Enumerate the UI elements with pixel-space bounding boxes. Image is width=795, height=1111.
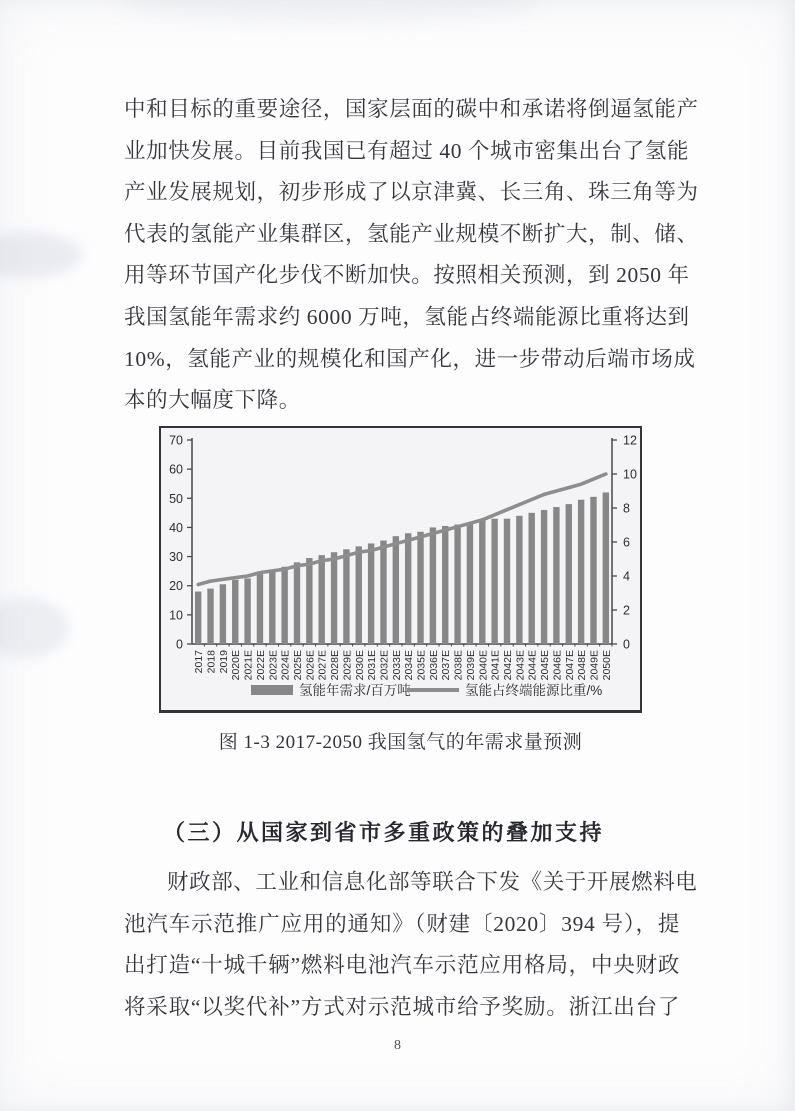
svg-text:2017: 2017 (193, 650, 206, 674)
body-paragraph-1 (124, 89, 699, 422)
svg-text:12: 12 (623, 433, 637, 448)
svg-text:2023E: 2023E (267, 650, 280, 681)
text-line: 产业发展规划，初步形成了以京津冀、长三角、珠三角等为 (124, 180, 699, 205)
body-paragraph-2 (124, 862, 698, 1028)
svg-text:2036E: 2036E (427, 650, 440, 681)
svg-text:2044E: 2044E (526, 650, 539, 681)
text-line: 财政部、工业和信息化部等联合下发《关于开展燃料电 (167, 870, 698, 894)
svg-text:10: 10 (169, 608, 183, 623)
svg-text:氢能年需求/百万吨: 氢能年需求/百万吨 (299, 683, 411, 698)
svg-text:2046E: 2046E (551, 650, 564, 681)
svg-text:2: 2 (623, 603, 630, 618)
figure-caption: 图 1-3 2017-2050 我国氢气的年需求量预测 (218, 732, 583, 753)
page-number: 8 (394, 1038, 401, 1053)
text-line: 中和目标的重要途径，国家层面的碳中和承诺将倒逼氢能产 (124, 97, 699, 121)
svg-text:2041E: 2041E (489, 650, 502, 681)
scan-artifact (0, 598, 70, 658)
svg-text:2022E: 2022E (254, 650, 267, 681)
svg-text:50: 50 (169, 491, 183, 506)
svg-text:2049E: 2049E (588, 650, 601, 681)
svg-text:2034E: 2034E (403, 650, 416, 681)
demand-forecast-chart (159, 426, 642, 713)
svg-text:20: 20 (169, 579, 183, 594)
svg-text:2042E: 2042E (502, 650, 514, 681)
svg-text:70: 70 (169, 433, 183, 448)
svg-text:氢能占终端能源比重/%: 氢能占终端能源比重/% (465, 683, 603, 698)
svg-text:2045E: 2045E (539, 650, 552, 681)
svg-text:2038E: 2038E (452, 650, 465, 681)
svg-text:2026E: 2026E (304, 650, 317, 681)
svg-text:2020E: 2020E (230, 650, 243, 681)
svg-text:0: 0 (176, 637, 183, 652)
svg-text:2047E: 2047E (563, 650, 576, 681)
section-heading: （三）从国家到省市多重政策的叠加支持 (163, 820, 605, 845)
svg-text:10: 10 (623, 467, 637, 482)
scan-artifact (120, 0, 540, 22)
text-line: 本的大幅度下降。 (124, 388, 301, 413)
svg-text:2024E: 2024E (279, 650, 292, 681)
svg-text:0: 0 (623, 637, 630, 652)
svg-text:2025E: 2025E (292, 650, 304, 681)
svg-text:6: 6 (623, 535, 630, 550)
demand-forecast-chart-svg (161, 428, 640, 710)
svg-text:2048E: 2048E (576, 650, 589, 681)
svg-text:30: 30 (169, 550, 183, 565)
svg-text:2050E: 2050E (600, 650, 613, 681)
svg-text:2039E: 2039E (464, 650, 477, 681)
text-line: 用等环节国产化步伐不断加快。按照相关预测，到 2050 年 (124, 263, 690, 288)
svg-text:2043E: 2043E (514, 650, 527, 681)
svg-text:8: 8 (623, 501, 630, 516)
svg-text:2030E: 2030E (353, 650, 366, 681)
svg-text:2021E: 2021E (242, 650, 255, 681)
svg-text:2032E: 2032E (378, 650, 391, 681)
svg-text:2027E: 2027E (316, 650, 329, 681)
text-line: 将采取“以奖代补”方式对示范城市给予奖励。浙江出台了 (124, 994, 680, 1019)
svg-text:2035E: 2035E (415, 650, 428, 681)
svg-text:60: 60 (169, 462, 183, 477)
svg-text:2033E: 2033E (390, 650, 403, 681)
svg-text:2037E: 2037E (440, 650, 453, 681)
svg-text:40: 40 (169, 520, 183, 535)
text-line: 10%，氢能产业的规模化和国产化，进一步带动后端市场成 (124, 346, 696, 371)
scan-artifact (0, 232, 82, 278)
svg-text:2040E: 2040E (477, 650, 490, 681)
svg-text:2028E: 2028E (329, 650, 342, 681)
svg-text:2019: 2019 (217, 650, 230, 674)
svg-text:2031E: 2031E (366, 650, 379, 681)
text-line: 池汽车示范推广应用的通知》（财建〔2020〕394 号），提 (124, 911, 680, 936)
svg-text:2018: 2018 (205, 650, 218, 674)
text-line: 我国氢能年需求约 6000 万吨，氢能占终端能源比重将达到 (124, 304, 690, 329)
svg-text:4: 4 (623, 569, 630, 584)
text-line: 代表的氢能产业集群区，氢能产业规模不断扩大，制、储、 (124, 221, 699, 246)
svg-text:2029E: 2029E (341, 650, 354, 681)
text-line: 业加快发展。目前我国已有超过 40 个城市密集出台了氢能 (124, 138, 690, 163)
text-line: 出打造“十城千辆”燃料电池汽车示范应用格局，中央财政 (124, 953, 680, 978)
